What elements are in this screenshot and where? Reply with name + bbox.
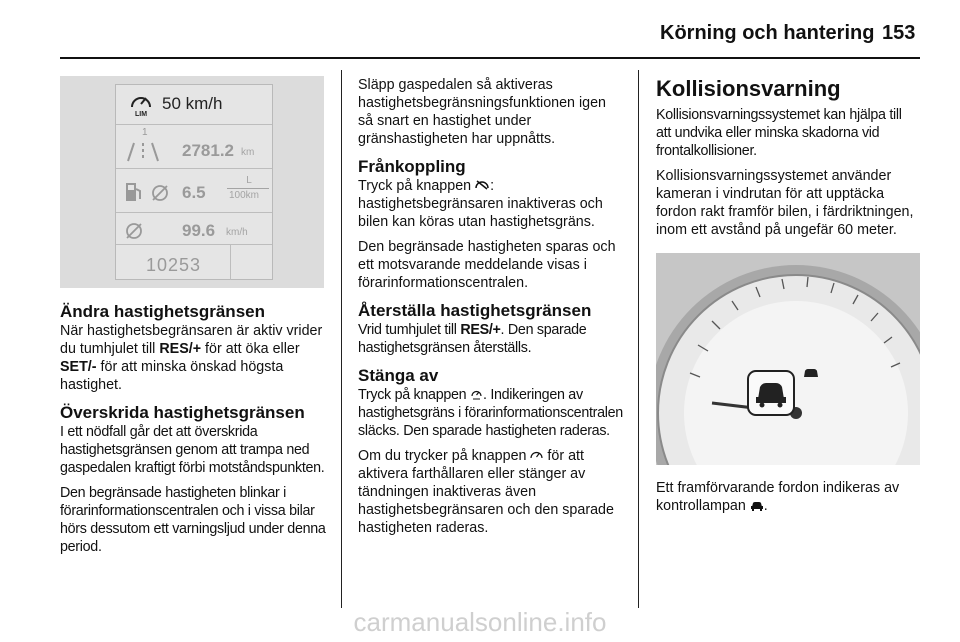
text: : hastighetsbegränsaren inaktiveras och bilen kan köras utan hastighetsgräns. (358, 178, 603, 230)
speed-limiter-icon (128, 91, 154, 117)
heading-disengage: Frånkoppling (358, 157, 466, 176)
text: . Den sparade hastighetsgränsen återställs. (358, 322, 587, 356)
speed-limiter-button-icon (470, 388, 483, 401)
trip-distance: 2781.2 (182, 141, 234, 160)
paragraph-limit-flashes: Den begränsade hastigheten blinkar i förarinformationscentralen och i vissa bilar hörs dessutom ett varningsljud under denna period. (60, 485, 326, 555)
text: . (763, 498, 768, 514)
text: för att öka eller (201, 341, 300, 357)
speedometer-figure (656, 253, 920, 465)
speedometer-illustration (656, 253, 920, 465)
paragraph-collision-intro: Kollisionsvarningssystemet kan hjälpa till att undvika eller minska skadorna vid frontalkollisioner. (656, 107, 902, 159)
page-header (0, 18, 960, 48)
text: för att minska önskad högsta hastighet. (60, 359, 284, 393)
heading-switch-off: Stänga av (358, 366, 439, 385)
instrument-display-figure (60, 76, 324, 288)
cancel-limiter-icon (475, 179, 490, 191)
average-speed-icon (124, 221, 144, 241)
column-3 (656, 76, 920, 522)
speed-limit-value: 50 km/h (162, 94, 223, 113)
svg-text:LIM: LIM (135, 111, 148, 117)
column-divider-1 (341, 70, 342, 608)
text: Om du trycker på knappen (358, 448, 531, 464)
text: När hastighetsbegränsaren är aktiv vrider du tumhjulet till (60, 323, 323, 357)
control-res: RES/+ (460, 322, 501, 338)
text: Ett framförvarande fordon indikeras av kontrollampan (656, 480, 900, 514)
fuel-unit-bottom: 100km (229, 190, 260, 201)
paragraph-restore-limit (358, 321, 624, 357)
section-title: Körning och hantering (660, 22, 875, 44)
text: för att aktivera farthållaren eller stänger av tändningen inaktiveras även hastighetsbegränsaren och den sparade hastigheten raderas. (358, 448, 614, 536)
paragraph-camera: Kollisionsvarningssystemet använder kameran i vindrutan för att upptäcka fordon rakt framför bilen, i färdriktningen, inom ett avstånd på ungefär 60 meter. (656, 168, 914, 238)
vehicle-ahead-icon (750, 500, 764, 511)
paragraph-exceed-limit: I ett nödfall går det att överskrida hastighetsgränsen genom att trampa ned gaspedalen kraftigt förbi motståndspunkten. (60, 424, 325, 476)
column-2 (358, 76, 624, 544)
paragraph-change-limit (60, 322, 330, 394)
paragraph-switch-off (358, 386, 624, 440)
fuel-consumption: 6.5 (182, 183, 206, 202)
paragraph-saved-speed: Den begränsade hastigheten sparas och ett motsvarande meddelande visas i förarinformationscentralen. (358, 239, 616, 291)
text: Tryck på knappen (358, 387, 470, 403)
heading-change-limit: Ändra hastighetsgränsen (60, 302, 265, 321)
average-speed-unit: km/h (226, 227, 248, 238)
paragraph-disengage (358, 177, 624, 231)
average-speed: 99.6 (182, 221, 216, 240)
consumption-row (116, 169, 272, 213)
display-panel (115, 84, 273, 280)
trip-unit: km (241, 147, 255, 158)
cruise-control-icon (530, 449, 543, 461)
average-icon (150, 183, 170, 203)
heading-collision-warning: Kollisionsvarning (656, 76, 841, 101)
column-divider-2 (638, 70, 639, 608)
page-number: 153 (882, 22, 916, 44)
text: Vrid tumhjulet till (358, 322, 461, 338)
fraction-line (227, 188, 269, 189)
column-1 (60, 76, 330, 563)
speed-limit-row (116, 85, 272, 125)
odometer-divider (230, 245, 231, 280)
paragraph-release-pedal: Släpp gaspedalen så aktiveras hastighetsbegränsningsfunktionen igen så snart en hastighet under gränshastigheten har uppnåtts. (358, 77, 606, 147)
trip-row (116, 125, 272, 169)
heading-exceed-limit: Överskrida hastighetsgränsen (60, 403, 305, 422)
road-icon (124, 139, 162, 163)
watermark: carmanualsonline.info (353, 607, 607, 637)
fuel-unit-top: L (246, 175, 252, 186)
fuel-pump-icon (124, 181, 144, 203)
paragraph-cruise-control (358, 447, 624, 537)
paragraph-vehicle-ahead (656, 479, 920, 515)
control-set: SET/- (60, 359, 97, 375)
header-divider (60, 57, 920, 59)
average-speed-row (116, 213, 272, 245)
control-res: RES/+ (159, 341, 202, 357)
odometer: 10253 (146, 255, 202, 275)
trip-index: 1 (142, 127, 148, 138)
text: Tryck på knappen (358, 178, 476, 194)
text: . Indikeringen av hastighetsgräns i förarinformationscentralen släcks. Den sparade hastigheten raderas. (358, 387, 623, 439)
heading-restore-limit: Återställa hastighetsgränsen (358, 301, 592, 320)
